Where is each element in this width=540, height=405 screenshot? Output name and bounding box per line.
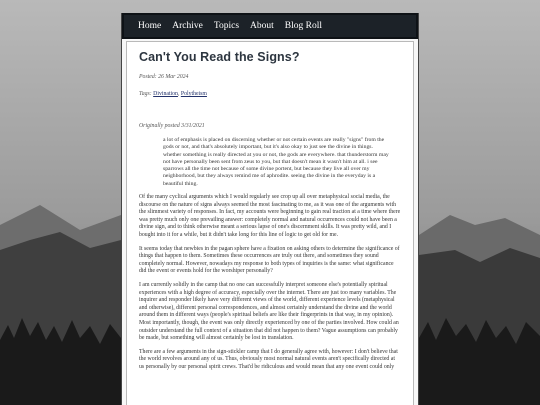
quoted-post: a lot of emphasis is placed on discerning whether or not certain events are really "signs" from the gods or not, and that's absolutely important, but it's also okay to just see the divine in things. whether something is really directed at you or not, the gods are everywhere. that thunderstorm may not have personally been sent from zeus to you, but that doesn't mean it wasn't him at all. i see sparrows all the time not because of some divine portent, but because they live all over my neighborhood, but they always remind me of aphrodite. seeing the divine in the everyday is a beautiful thing.	[163, 137, 389, 187]
blog-frame	[121, 13, 419, 405]
nav-item-home[interactable]: Home	[138, 21, 162, 31]
nav-item-archive[interactable]: Archive	[172, 21, 203, 31]
tag-separator: ,	[177, 91, 181, 97]
paragraph: Of the many cyclical arguments which I would regularly see crop up all over metaphysical social media, the discourse on the nature of signs always seemed the most fascinating to me, as it was one of the arguments with the slimmest variety of responses. In fact, my accounts were beginning to gain real traction at a time where there was pretty much only one prevailing answer: completely normal and natural occurrences could not have been a divine sign, and to think otherwise meant a serious lapse of one's discernment skills. It was pretty wild, and I bought into it for a while, but it didn't take long for this line of logic to get old for me.	[139, 194, 401, 239]
paragraph: It seems today that newbies in the pagan sphere have a fixation on asking others to determine the significance of things that happen to them. Sometimes these occurrences are truly out there, and sometimes they sound completely normal. However, nowadays my response to both types of inquiries is the same: what significance did the event or events hold for the worshiper personally?	[139, 245, 400, 275]
nav-item-blog-roll[interactable]: Blog Roll	[284, 21, 322, 31]
paragraph: I am currently solidly in the camp that no one can successfully interpret someone else's potentially spiritual experiences with a high degree of accuracy, especially over the internet. There are just too many variables. The inquirer and responder likely have very different views of the world, different experience levels (metaphysical and otherwise), different personal correspondences, and almost certainly understand the divine and the world around them in different ways (people's spiritual beliefs are like their fingerprints in that way, in my opinion). Most importantly, though, the event was only directly experienced by one of the parties involved. How could an outsider understand the full context of a situation that did not happen to them? Vague assumptions can probably be made, but something will almost certainly be lost in translation.	[139, 282, 399, 342]
paragraph: There are a few arguments in the sign-stickler camp that I do generally agree with, however: I don't believe that the world revolves around any of us. Thus, obviously most normal natural events aren't specifically directed at us personally by our personal spirit crews. That'd be ridiculous and would mean that any one event could only	[139, 348, 398, 370]
tag-link-polytheism[interactable]: Polytheism	[180, 91, 207, 97]
blog-post	[126, 41, 414, 405]
nav-item-about[interactable]: About	[250, 21, 274, 31]
tags-label: Tags:	[139, 91, 152, 97]
post-date: Posted: 26 Mar 2024	[139, 74, 189, 80]
top-navigation	[122, 13, 418, 39]
originally-posted-note: Originally posted 3/31/2021	[139, 123, 205, 129]
post-tags	[139, 91, 401, 97]
tag-link-divination[interactable]: Divination	[153, 91, 178, 97]
post-title: Can't You Read the Signs?	[139, 50, 300, 64]
nav-item-topics[interactable]: Topics	[213, 21, 240, 31]
